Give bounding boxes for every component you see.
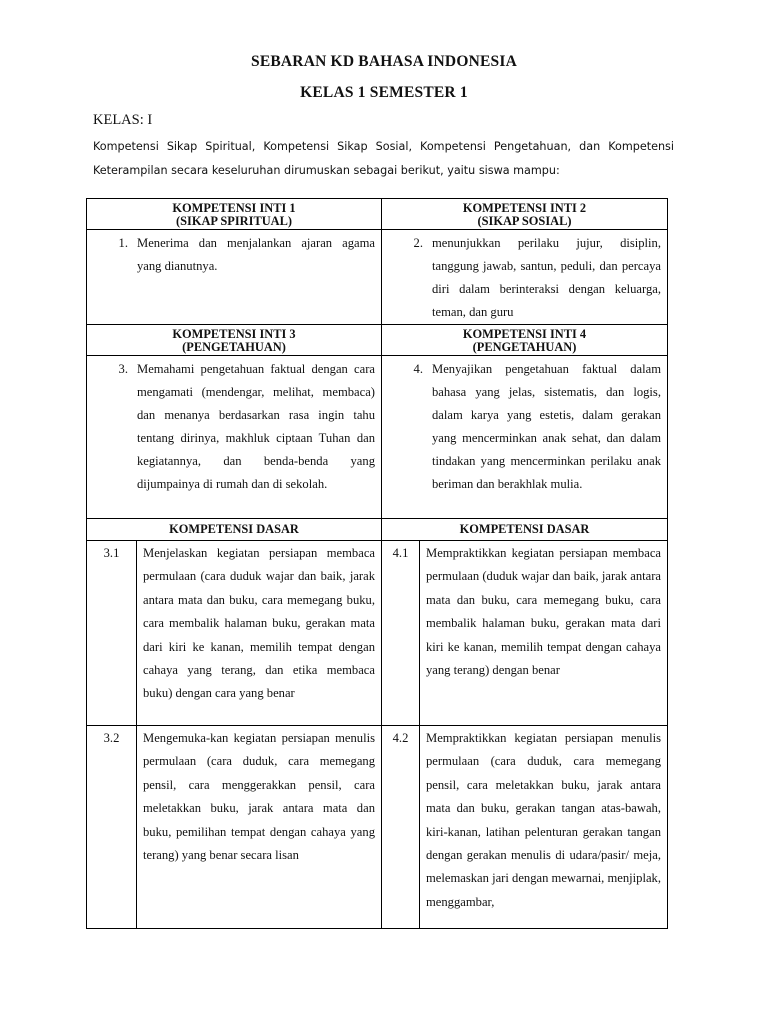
ki4-title: KOMPETENSI INTI 4 bbox=[462, 326, 587, 341]
ki3-cell bbox=[87, 356, 382, 519]
ki2-title: KOMPETENSI INTI 2 bbox=[462, 200, 587, 215]
ki4-header bbox=[382, 325, 668, 356]
kd-header-right: KOMPETENSI DASAR bbox=[382, 519, 668, 541]
table-row bbox=[87, 541, 668, 726]
kd-right-number: 4.1 bbox=[382, 541, 420, 726]
ki3-subtitle: (PENGETAHUAN) bbox=[182, 339, 286, 354]
ki4-subtitle: (PENGETAHUAN) bbox=[472, 339, 577, 354]
document-title: SEBARAN KD BAHASA INDONESIA bbox=[251, 53, 517, 70]
ki2-cell bbox=[382, 230, 668, 325]
kd-left-text: Mengemuka-kan kegiatan persiapan menulis permulaan (cara duduk, cara memegang pensil, cara menggerakkan pensil, cara meletakkan buku, jarak antara mata dan buku, pemilihan tempat dengan cahaya yang terang) yang benar secara lisan bbox=[137, 726, 382, 929]
kd-right-number: 4.2 bbox=[382, 726, 420, 929]
ki2-number: 2. bbox=[413, 236, 423, 250]
ki1-header bbox=[87, 199, 382, 230]
ki2-text: menunjukkan perilaku jujur, disiplin, tanggung jawab, santun, peduli, dan percaya diri dalam berinteraksi dengan keluarga, teman, dan guru bbox=[432, 236, 661, 319]
ki1-cell bbox=[87, 230, 382, 325]
kd-left-text: Menjelaskan kegiatan persiapan membaca permulaan (cara duduk wajar dan baik, jarak antara mata dan buku, cara memegang buku, cara membalik halaman buku, gerakan mata dari kiri ke kanan, memilih tempat dengan cahaya yang terang, dan etika membaca buku) dengan cara yang benar bbox=[137, 541, 382, 726]
kd-right-text: Mempraktikkan kegiatan persiapan menulis permulaan (cara duduk, cara memegang pensil, cara meletakkan buku, jarak antara mata dan buku, gerakan tangan atas-bawah, kiri-kanan, latihan pelenturan gerakan tangan dengan gerakan menulis di udara/pasir/ meja, melemaskan jari dengan mewarnai, menjiplak, menggambar, bbox=[420, 726, 668, 929]
kd-right-text: Mempraktikkan kegiatan persiapan membaca permulaan (duduk wajar dan baik, jarak antara mata dan buku, cara memegang buku, cara membalik halaman buku, gerakan mata dari kiri ke kanan, memilih tempat dengan cahaya yang terang) dengan benar bbox=[420, 541, 668, 726]
ki3-number: 3. bbox=[118, 362, 128, 376]
ki1-number: 1. bbox=[118, 236, 128, 250]
ki1-subtitle: (SIKAP SPIRITUAL) bbox=[175, 213, 292, 228]
kelas-label: KELAS: I bbox=[93, 112, 153, 128]
table-row bbox=[87, 726, 668, 929]
kd-table bbox=[86, 198, 668, 929]
ki2-subtitle: (SIKAP SOSIAL) bbox=[477, 213, 572, 228]
ki4-cell bbox=[382, 356, 668, 519]
document-subtitle: KELAS 1 SEMESTER 1 bbox=[300, 84, 468, 101]
ki4-number: 4. bbox=[413, 362, 423, 376]
kd-left-number: 3.1 bbox=[87, 541, 137, 726]
ki2-header bbox=[382, 199, 668, 230]
ki3-header bbox=[87, 325, 382, 356]
kd-left-number: 3.2 bbox=[87, 726, 137, 929]
intro-line-1: Kompetensi Sikap Spiritual, Kompetensi Sikap Sosial, Kompetensi Pengetahuan, dan Kompetensi bbox=[93, 140, 674, 153]
kd-header-left: KOMPETENSI DASAR bbox=[87, 519, 382, 541]
ki3-title: KOMPETENSI INTI 3 bbox=[172, 326, 296, 341]
ki1-title: KOMPETENSI INTI 1 bbox=[172, 200, 296, 215]
ki4-text: Menyajikan pengetahuan faktual dalam bahasa yang jelas, sistematis, dan logis, dalam karya yang estetis, dalam gerakan yang mencerminkan anak sehat, dan dalam tindakan yang mencerminkan perilaku anak beriman dan berakhlak mulia. bbox=[432, 362, 661, 491]
ki1-text: Menerima dan menjalankan ajaran agama yang dianutnya. bbox=[137, 236, 375, 273]
ki3-text: Memahami pengetahuan faktual dengan cara mengamati (mendengar, melihat, membaca) dan menanya berdasarkan rasa ingin tahu tentang dirinya, makhluk ciptaan Tuhan dan kegiatannya, dan benda-benda yang dijumpainya di rumah dan di sekolah. bbox=[137, 362, 375, 491]
intro-line-2: Keterampilan secara keseluruhan dirumuskan sebagai berikut, yaitu siswa mampu: bbox=[93, 164, 560, 177]
